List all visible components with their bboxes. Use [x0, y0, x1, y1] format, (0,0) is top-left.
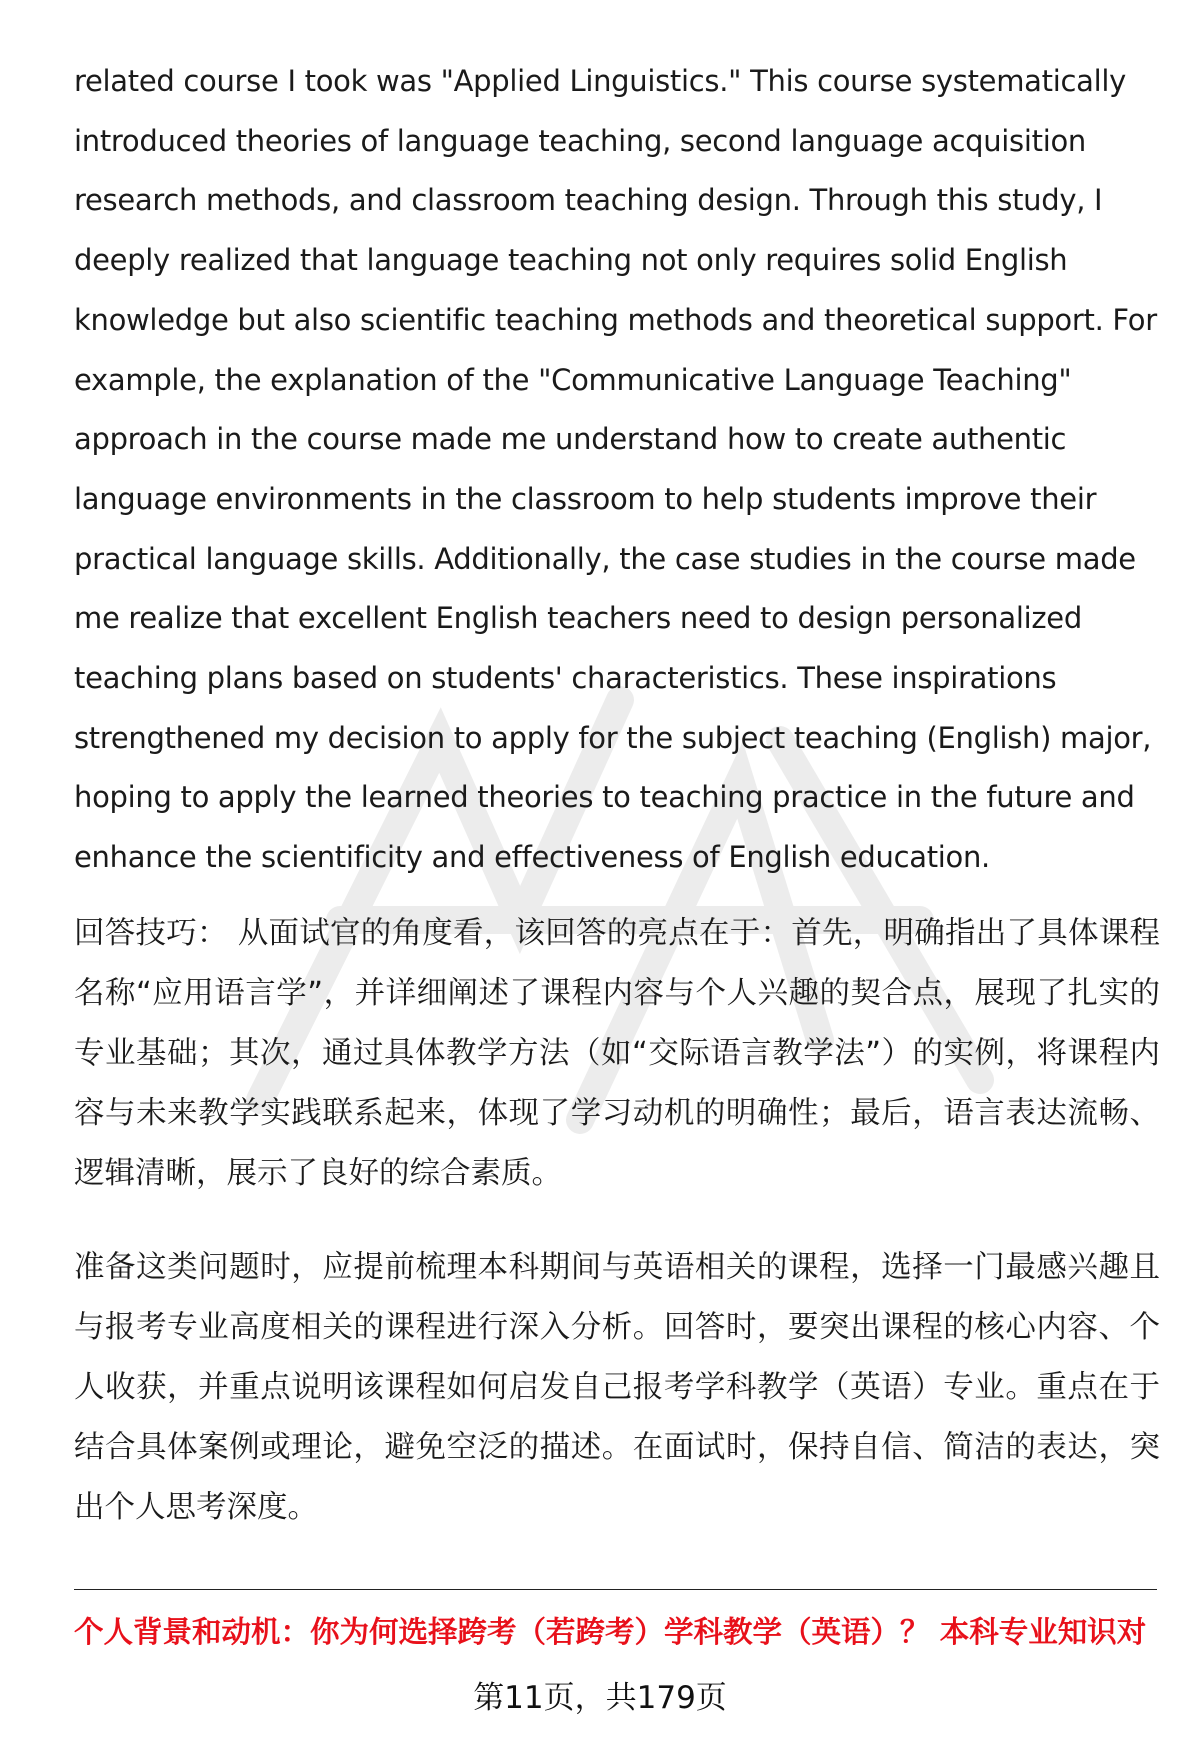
- preparation-advice-paragraph: 准备这类问题时，应提前梳理本科期间与英语相关的课程，选择一门最感兴趣且与报考专业高度相关的课程进行深入分析。回答时，要突出课程的核心内容、个人收获，并重点说明该课程如何启发自己报考学科教学（英语）专业。重点在于结合具体案例或理论，避免空泛的描述。在面试时，保持自信、简洁的表达，突出个人思考深度。: [74, 1249, 1160, 1525]
- next-question-heading: 个人背景和动机：你为何选择跨考（若跨考）学科教学（英语）？ 本科专业知识对: [74, 1615, 1147, 1649]
- page-number-footer: 第11页，共179页: [473, 1680, 727, 1716]
- main-content: [74, 52, 1160, 1538]
- answer-tips-paragraph: 回答技巧： 从面试官的角度看，该回答的亮点在于：首先，明确指出了具体课程名称“应用语言学”，并详细阐述了课程内容与个人兴趣的契合点，展现了扎实的专业基础；其次，通过具体教学方法（如“交际语言教学法”）的实例，将课程内容与未来教学实践联系起来，体现了学习动机的明确性；最后，语言表达流畅、逻辑清晰，展示了良好的综合素质。: [74, 915, 1160, 1191]
- answer-paragraph-english: related course I took was "Applied Linguistics." This course systematically introduced theories of language teaching, second language acquisition research methods, and classroom teaching design. Through this study, I deeply realized that language teaching not only requires solid English knowledge but also scientific teaching methods and theoretical support. For example, the explanation of the "Communicative Language Teaching" approach in the course made me understand how to create authentic language environments in the classroom to help students improve their practical language skills. Additionally, the case studies in the course made me realize that excellent English teachers need to design personalized teaching plans based on students' characteristics. These inspirations strengthened my decision to apply for the subject teaching (English) major, hoping to apply the learned theories to teaching practice in the future and enhance the scientificity and effectiveness of English education.: [74, 64, 1157, 875]
- section-divider: [74, 1589, 1157, 1590]
